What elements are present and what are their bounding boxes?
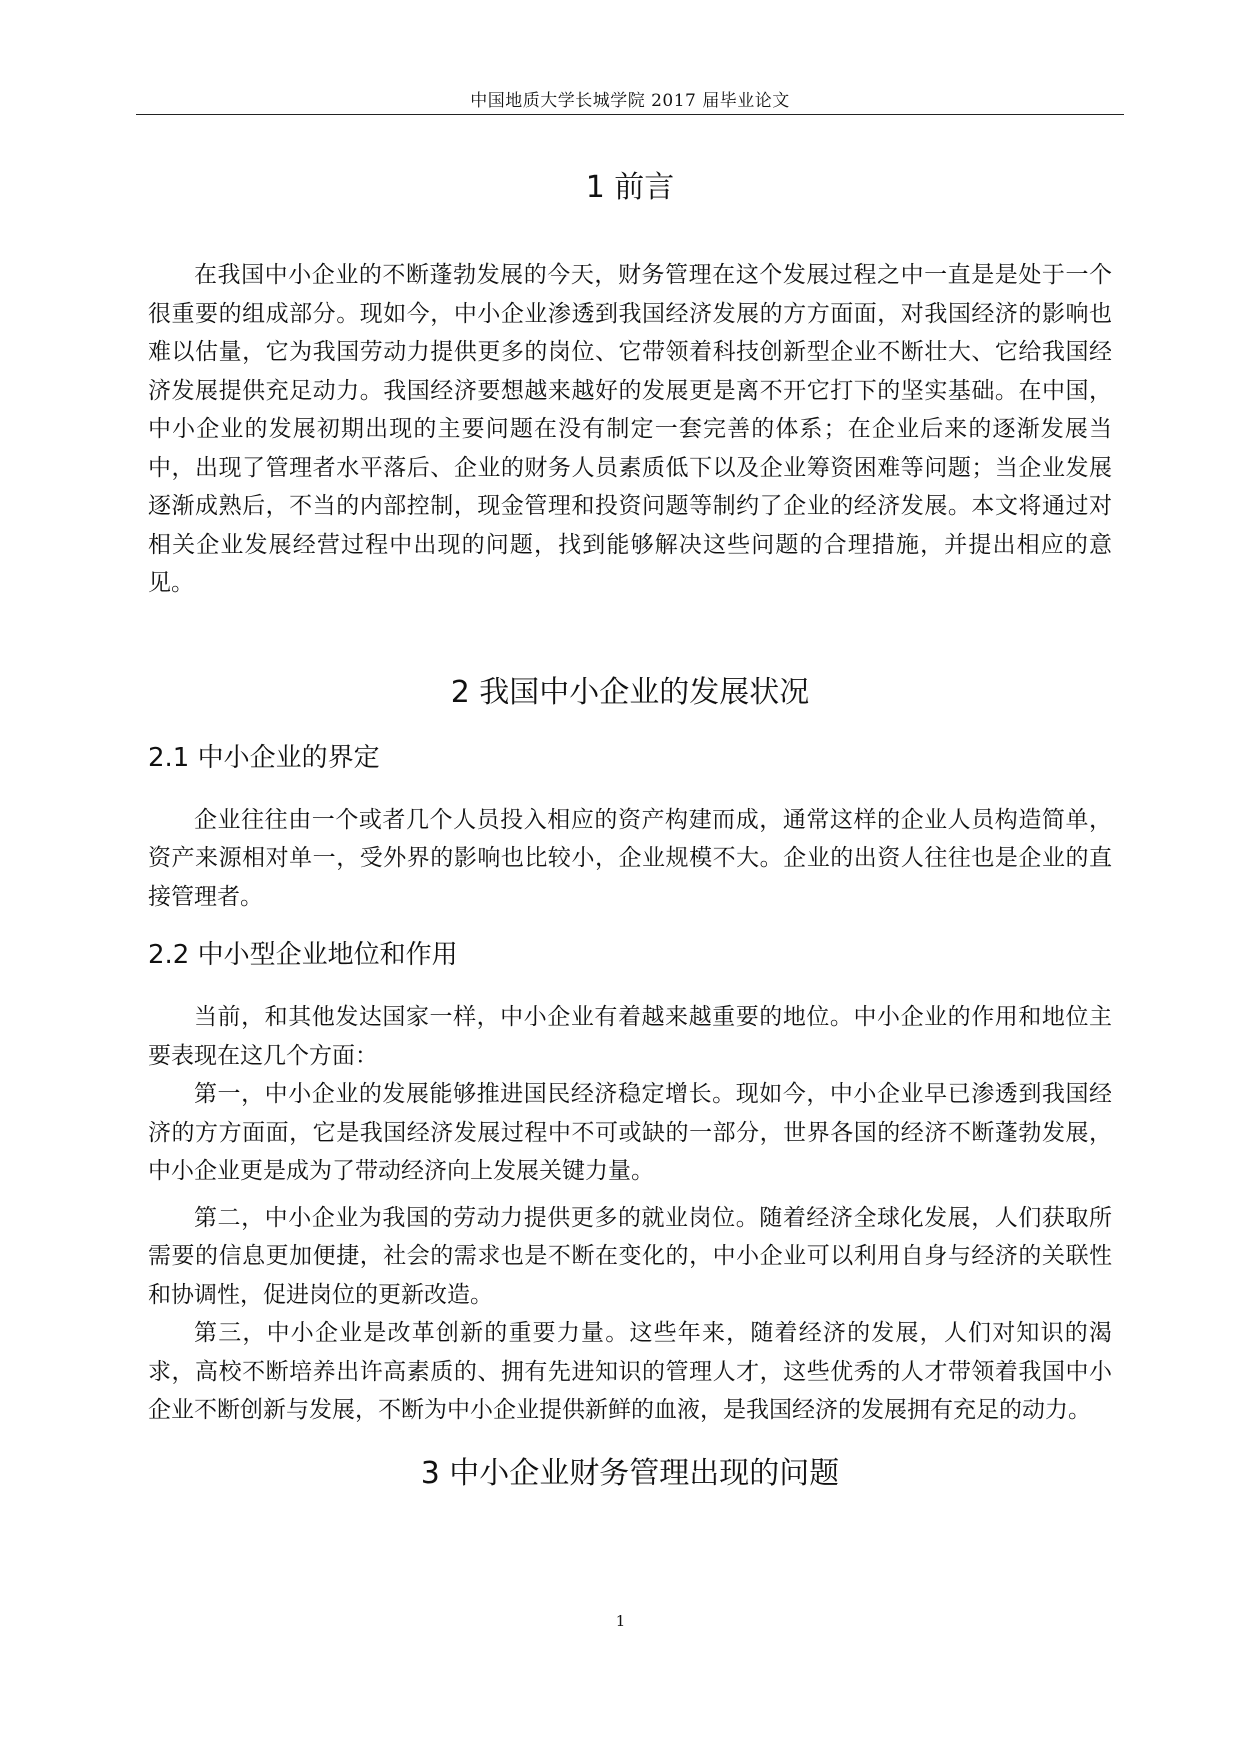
section-2-1-paragraph: 企业往往由一个或者几个人员投入相应的资产构建而成，通常这样的企业人员构造简单，资产来源相对单一，受外界的影响也比较小，企业规模不大。企业的出资人往往也是企业的直接管理者。	[148, 806, 1112, 910]
section-2-2-paragraph: 第三，中小企业是改革创新的重要力量。这些年来，随着经济的发展，人们对知识的渴求，高校不断培养出许高素质的、拥有先进知识的管理人才，这些优秀的人才带领着我国中小企业不断创新与发展，不断为中小企业提供新鲜的血液，是我国经济的发展拥有充足的动力。	[148, 1320, 1112, 1424]
section-1-paragraph: 在我国中小企业的不断蓬勃发展的今天，财务管理在这个发展过程之中一直是是处于一个很重要的组成部分。现如今，中小企业渗透到我国经济发展的方方面面，对我国经济的影响也难以估量，它为我国劳动力提供更多的岗位、它带领着科技创新型企业不断壮大、它给我国经济发展提供充足动力。我国经济要想越来越好的发展更是离不开它打下的坚实基础。在中国，中小企业的发展初期出现的主要问题在没有制定一套完善的体系；在企业后来的逐渐发展当中，出现了管理者水平落后、企业的财务人员素质低下以及企业筹资困难等问题；当企业发展逐渐成熟后，不当的内部控制，现金管理和投资问题等制约了企业的经济发展。本文将通过对相关企业发展经营过程中出现的问题，找到能够解决这些问题的合理措施，并提出相应的意见。	[148, 262, 1112, 596]
section-3-title: 3 中小企业财务管理出现的问题	[420, 1455, 840, 1491]
section-2-2-title: 2.2 中小型企业地位和作用	[148, 940, 458, 971]
section-2-2-paragraph: 当前，和其他发达国家一样，中小企业有着越来越重要的地位。中小企业的作用和地位主要表现在这几个方面：	[148, 1004, 1112, 1069]
section-2-1-title: 2.1 中小企业的界定	[148, 742, 380, 773]
header-rule	[136, 114, 1124, 115]
section-2-2-paragraph: 第二，中小企业为我国的劳动力提供更多的就业岗位。随着经济全球化发展，人们获取所需要的信息更加便捷，社会的需求也是不断在变化的，中小企业可以利用自身与经济的关联性和协调性，促进岗位的更新改造。	[148, 1204, 1112, 1308]
document-body	[148, 170, 1112, 1492]
section-1-title: 1 前言	[585, 170, 675, 205]
section-2-title: 2 我国中小企业的发展状况	[450, 674, 810, 710]
page-header: 中国地质大学长城学院 2017 届毕业论文	[470, 91, 790, 111]
section-2-2-paragraph: 第一，中小企业的发展能够推进国民经济稳定增长。现如今，中小企业早已渗透到我国经济的方方面面，它是我国经济发展过程中不可或缺的一部分，世界各国的经济不断蓬勃发展，中小企业更是成为了带动经济向上发展关键力量。	[148, 1081, 1112, 1185]
page-number: 1	[615, 1612, 626, 1630]
